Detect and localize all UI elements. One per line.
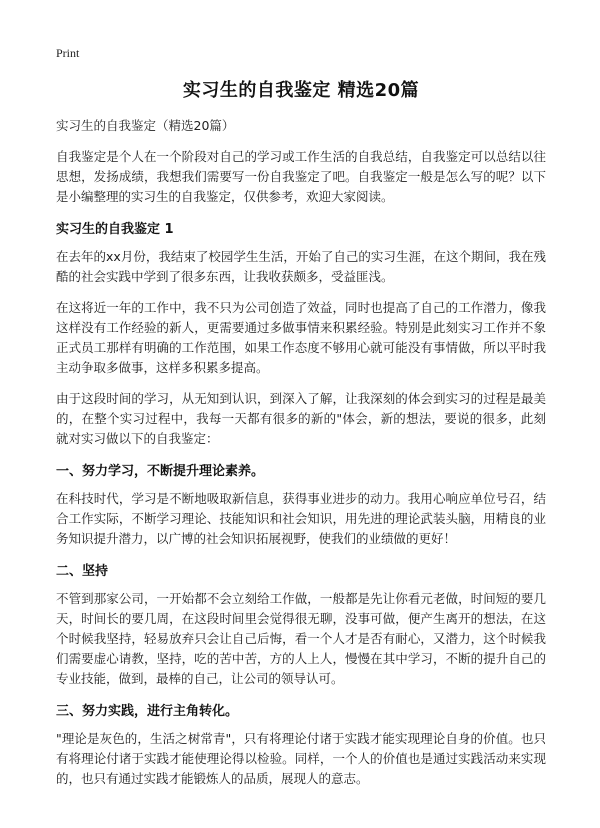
paragraph-5: 不管到那家公司，一开始都不会立刻给工作做，一般都是先让你看元老做，时间短的要几天，时间长的要几周，在这段时间里会觉得很无聊，没事可做，便产生离开的想法，在这个时候我坚持，轻易放弃只会让自己后悔，看一个人才是否有耐心，又潜力，这个时候我们需要虚心请教，坚持，吃的苦中苦，方的人上人，慢慢在其中学习，不断的提升自己的专业技能，做到，最棒的自己，让公司的领导认可。: [56, 591, 546, 686]
subheading-persist: 二、坚持: [56, 564, 109, 579]
paragraph-6: "理论是灰色的，生活之树常青"，只有将理论付诸于实践才能实现理论自身的价值。也只有将理论付诸于实践才能使理论得以检验。同样，一个人的价值也是通过实践活动来实现的，也只有通过实践才能锻炼人的品质，展现人的意志。: [56, 731, 546, 786]
subheading-practice: 三、努力实践，进行主角转化。: [56, 704, 239, 719]
paragraph-4: 在科技时代，学习是不断地吸取新信息，获得事业进步的动力。我用心响应单位号召，结合工作实际，不断学习理论、技能知识和社会知识，用先进的理论武装头脑，用精良的业务知识提升潜力，以广博的社会知识拓展视野，使我们的业绩做的更好！: [56, 491, 546, 546]
paragraph-2: 在这将近一年的工作中，我不只为公司创造了效益，同时也提高了自己的工作潜力，像我这样没有工作经验的新人，更需要通过多做事情来积累经验。特别是此刻实习工作并不象正式员工那样有明确的工作范围，如果工作态度不够用心就可能没有事情做，所以平时我主动争取多做事，这样多积累多提高。: [56, 300, 546, 375]
section-heading-1: 实习生的自我鉴定 1: [56, 222, 174, 237]
intro-paragraph: 自我鉴定是个人在一个阶段对自己的学习或工作生活的自我总结，自我鉴定可以总结以往思想，发扬成绩，我想我们需要写一份自我鉴定了吧。自我鉴定一般是怎么写的呢？以下是小编整理的实习生的自我鉴定，仅供参考，欢迎大家阅读。: [56, 149, 546, 204]
document-subtitle: 实习生的自我鉴定（精选20篇）: [56, 118, 235, 133]
print-link[interactable]: Print: [56, 46, 80, 60]
document-body: [56, 76, 546, 800]
subheading-study: 一、努力学习，不断提升理论素养。: [56, 464, 265, 479]
paragraph-1: 在去年的xx月份，我结束了校园学生生活，开始了自己的实习生涯，在这个期间，我在残酷的社会实践中学到了很多东西，让我收获颇多，受益匪浅。: [56, 249, 546, 284]
paragraph-3: 由于这段时间的学习，从无知到认识，到深入了解，让我深刻的体会到实习的过程是最美的，在整个实习过程中，我每一天都有很多的新的"体会，新的想法，要说的很多，此刻就对实习做以下的自我鉴定：: [56, 391, 546, 446]
page-title: 实习生的自我鉴定 精选20篇: [182, 80, 420, 101]
